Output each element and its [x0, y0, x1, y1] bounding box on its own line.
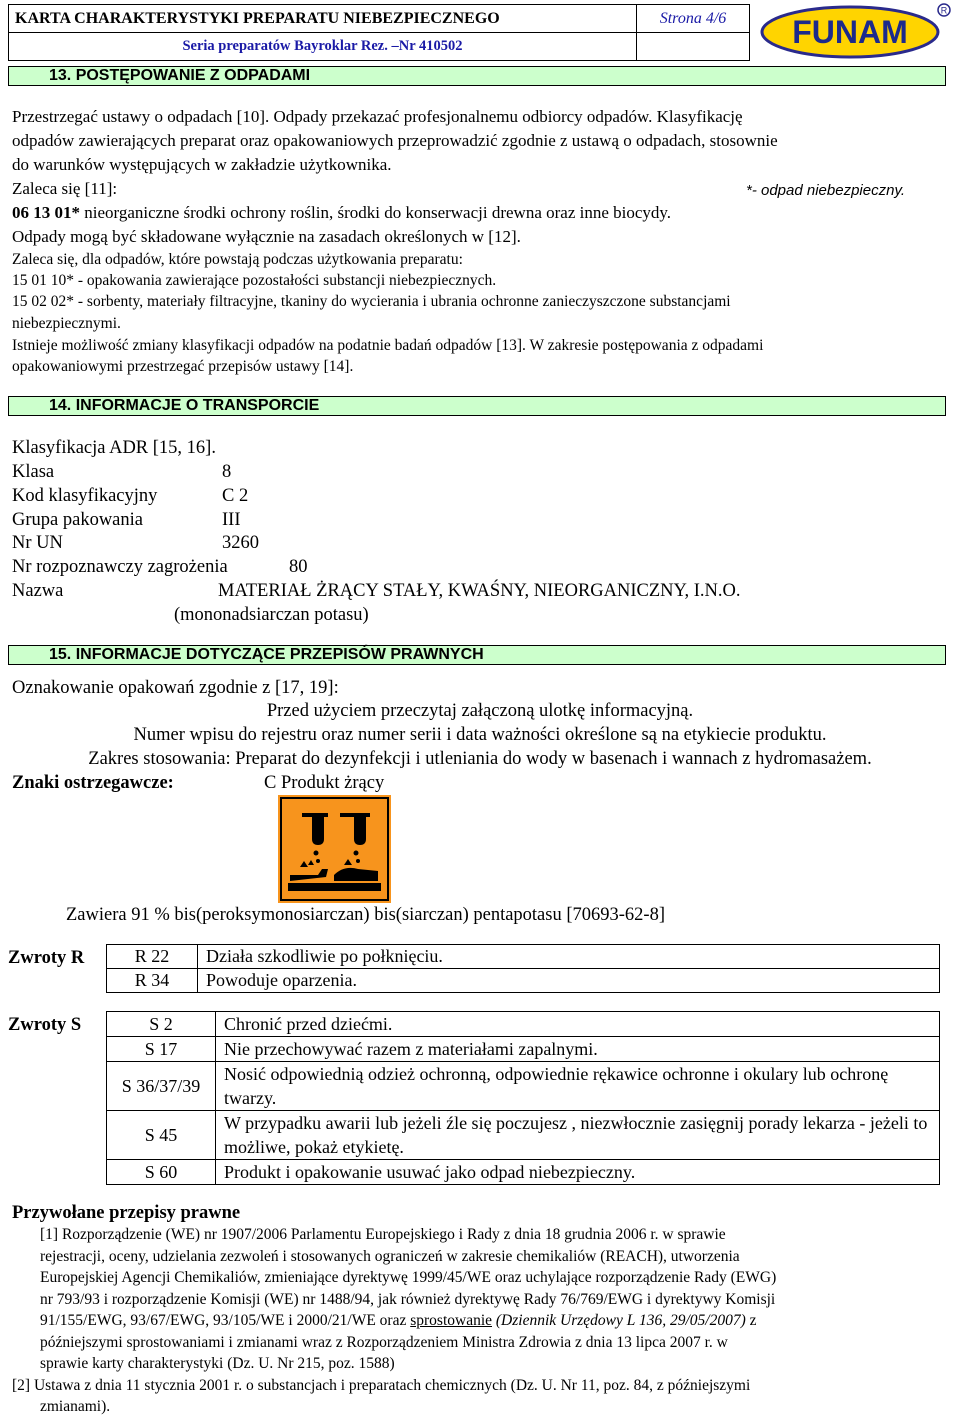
s-text: Nie przechowywać razem z materiałami zapalnymi. — [216, 1037, 940, 1062]
ref-1-line-6: późniejszymi sprostowaniami i zmianami wraz z Rozporządzeniem Ministra Zdrowia z dnia 13 lipca 2007 r. w — [40, 1334, 728, 1351]
ref-1-line-7: sprawie karty charakterystyki (Dz. U. Nr 215, poz. 1588) — [40, 1355, 395, 1372]
transport-value-class: 8 — [222, 462, 232, 482]
contains-substance: Zawiera 91 % bis(peroksymonosiarczan) bis(siarczan) pentapotasu [70693-62-8] — [66, 905, 665, 925]
s-phrases-label: Zwroty S — [8, 1015, 82, 1035]
s13-small-3: 15 02 02* - sorbenty, materiały filtracyjne, tkaniny do wycierania i ubrania ochronne zanieczyszczone substancjami — [12, 293, 731, 310]
s13-recommend: Zaleca się [11]: — [12, 179, 118, 198]
table-row — [107, 1062, 940, 1111]
funam-logo — [758, 2, 954, 60]
s13-small-4: niebezpiecznymi. — [12, 315, 121, 332]
table-row — [107, 1012, 940, 1037]
transport-name-sub: (mononadsiarczan potasu) — [174, 605, 369, 625]
transport-value-name: MATERIAŁ ŻRĄCY STAŁY, KWAŚNY, NIEORGANICZNY, I.N.O. — [218, 581, 741, 601]
s-code: S 17 — [107, 1037, 216, 1062]
packaging-marking: Oznakowanie opakowań zgodnie z [17, 19]: — [12, 678, 339, 698]
s13-line-1: Przestrzegać ustawy o odpadach [10]. Odpady przekazać profesjonalnemu odbiorcy odpadów. Klasyfikację — [12, 107, 743, 126]
waste-code: 06 13 01* — [12, 203, 80, 222]
r-phrases-table — [106, 944, 940, 993]
read-leaflet: Przed użyciem przeczytaj załączoną ulotkę informacyjną. — [266, 701, 694, 721]
document-title: KARTA CHARAKTERYSTYKI PREPARATU NIEBEZPIECZNEGO — [9, 5, 637, 33]
correction-link: sprostowanie — [410, 1312, 493, 1329]
s-code: S 45 — [107, 1111, 216, 1160]
r-phrases-label: Zwroty R — [8, 948, 85, 968]
corrosive-pictogram-icon — [278, 795, 391, 903]
logo-text: FUNAM — [792, 14, 908, 50]
r-code: R 34 — [107, 969, 198, 993]
ref-1-journal: (Dziennik Urzędowy L 136, 29/05/2007) — [492, 1312, 746, 1329]
s13-line-3: do warunków występujących w zakładzie użytkownika. — [12, 155, 392, 174]
waste-code-text: nieorganiczne środki ochrony roślin, środki do konserwacji drewna oraz inne biocydy. — [80, 203, 672, 222]
ref-1-line-5a: 91/155/EWG, 93/67/EWG, 93/105/WE i 2000/21/WE oraz — [40, 1312, 411, 1329]
laws-title: Przywołane przepisy prawne — [12, 1203, 241, 1223]
s-text: Chronić przed dziećmi. — [216, 1012, 940, 1037]
transport-label-group: Grupa pakowania — [12, 510, 143, 530]
waste-code-line — [12, 202, 671, 224]
s-code: S 36/37/39 — [107, 1062, 216, 1111]
r-text: Powoduje oparzenia. — [198, 969, 940, 993]
transport-label-code: Kod klasyfikacyjny — [12, 486, 158, 506]
header-empty-cell — [637, 33, 750, 61]
s-code: S 2 — [107, 1012, 216, 1037]
ref-2-line-2: zmianami). — [40, 1398, 111, 1415]
ref-1-line-4: nr 793/93 i rozporządzenie Komisji (WE) nr 1488/94, jak również dyrektywę Rady 76/769/EWG i dyrektywy Komisji — [40, 1291, 776, 1308]
s13-small-5: Istnieje możliwość zmiany klasyfikacji odpadów na podatnie badań odpadów [13]. W zakresie postępowania z odpadami — [12, 337, 764, 354]
transport-value-un: 3260 — [222, 533, 259, 553]
table-row — [107, 969, 940, 993]
ref-2-line-1: [2] Ustawa z dnia 11 stycznia 2001 r. o substancjach i preparatach chemicznych (Dz. U. Nr 11, poz. 84, z późniejszymi — [12, 1377, 751, 1394]
transport-value-code: C 2 — [222, 486, 249, 506]
table-row — [107, 1160, 940, 1185]
s-code: S 60 — [107, 1160, 216, 1185]
transport-value-hazard-id: 80 — [289, 557, 308, 577]
adr-classification: Klasyfikacja ADR [15, 16]. — [12, 438, 216, 458]
document-header — [8, 4, 750, 61]
transport-label-hazard-id: Nr rozpoznawczy zagrożenia — [12, 557, 228, 577]
s-text: Nosić odpowiednią odzież ochronną, odpowiednie rękawice ochronne i okulary lub ochronę twarzy. — [216, 1062, 940, 1111]
ref-1-line-1: [1] Rozporządzenie (WE) nr 1907/2006 Parlamentu Europejskiego i Rady z dnia 18 grudnia 2006 r. w sprawie — [40, 1226, 726, 1243]
registry-number: Numer wpisu do rejestru oraz numer serii i data ważności określone są na etykiecie produktu. — [133, 725, 827, 745]
s-phrases-table — [106, 1011, 940, 1185]
transport-label-name: Nazwa — [12, 581, 64, 601]
table-row — [107, 1037, 940, 1062]
ref-1-line-5d: z — [745, 1312, 757, 1329]
page-number: Strona 4/6 — [637, 5, 750, 33]
table-row — [107, 945, 940, 969]
hazard-note: *- odpad niebezpieczny. — [746, 182, 905, 199]
transport-label-class: Klasa — [12, 462, 55, 482]
table-row — [107, 1111, 940, 1160]
s13-line-2: odpadów zawierających preparat oraz opakowaniowych przeprowadzić zgodnie z ustawą o odpadach, stosownie — [12, 131, 778, 150]
ref-1-line-5 — [40, 1310, 940, 1332]
s-text: Produkt i opakowanie usuwać jako odpad niebezpieczny. — [216, 1160, 940, 1185]
warning-signs-label: Znaki ostrzegawcze: — [12, 773, 174, 793]
usage-scope: Zakres stosowania: Preparat do dezynfekcji i utleniania do wody w basenach i wannach z hydromasażem. — [88, 749, 872, 769]
section-13-heading: 13. POSTĘPOWANIE Z ODPADAMI — [8, 66, 946, 86]
warning-signs-value: C Produkt żrący — [264, 773, 385, 793]
ref-1-line-2: rejestracji, oceny, udzielania zezwoleń i stosowanych ograniczeń w zakresie chemikaliów (REACH), utworzenia — [40, 1248, 740, 1265]
r-code: R 22 — [107, 945, 198, 969]
product-series: Seria preparatów Bayroklar Rez. –Nr 410502 — [9, 33, 637, 61]
transport-label-un: Nr UN — [12, 533, 63, 553]
s13-storage: Odpady mogą być składowane wyłącznie na zasadach określonych w [12]. — [12, 227, 521, 246]
s-text: W przypadku awarii lub jeżeli źle się poczujesz , niezwłocznie zasięgnij porady lekarza - jeżeli to możliwe, pokaż etykietę. — [216, 1111, 940, 1160]
s13-small-2: 15 01 10* - opakowania zawierające pozostałości substancji niebezpiecznych. — [12, 272, 497, 289]
transport-value-group: III — [222, 510, 241, 530]
s13-small-6: opakowaniowymi przestrzegać przepisów ustawy [14]. — [12, 358, 354, 375]
section-15-heading: 15. INFORMACJE DOTYCZĄCE PRZEPISÓW PRAWNYCH — [8, 645, 946, 665]
s13-small-1: Zaleca się, dla odpadów, które powstają podczas użytkowania preparatu: — [12, 251, 463, 268]
section-14-heading: 14. INFORMACJE O TRANSPORCIE — [8, 396, 946, 416]
svg-text:R: R — [940, 5, 948, 16]
ref-1-line-3: Europejskiej Agencji Chemikaliów, zmieniające dyrektywę 1999/45/WE oraz uchylające rozporządzenie Rady (EWG) — [40, 1269, 777, 1286]
r-text: Działa szkodliwie po połknięciu. — [198, 945, 940, 969]
